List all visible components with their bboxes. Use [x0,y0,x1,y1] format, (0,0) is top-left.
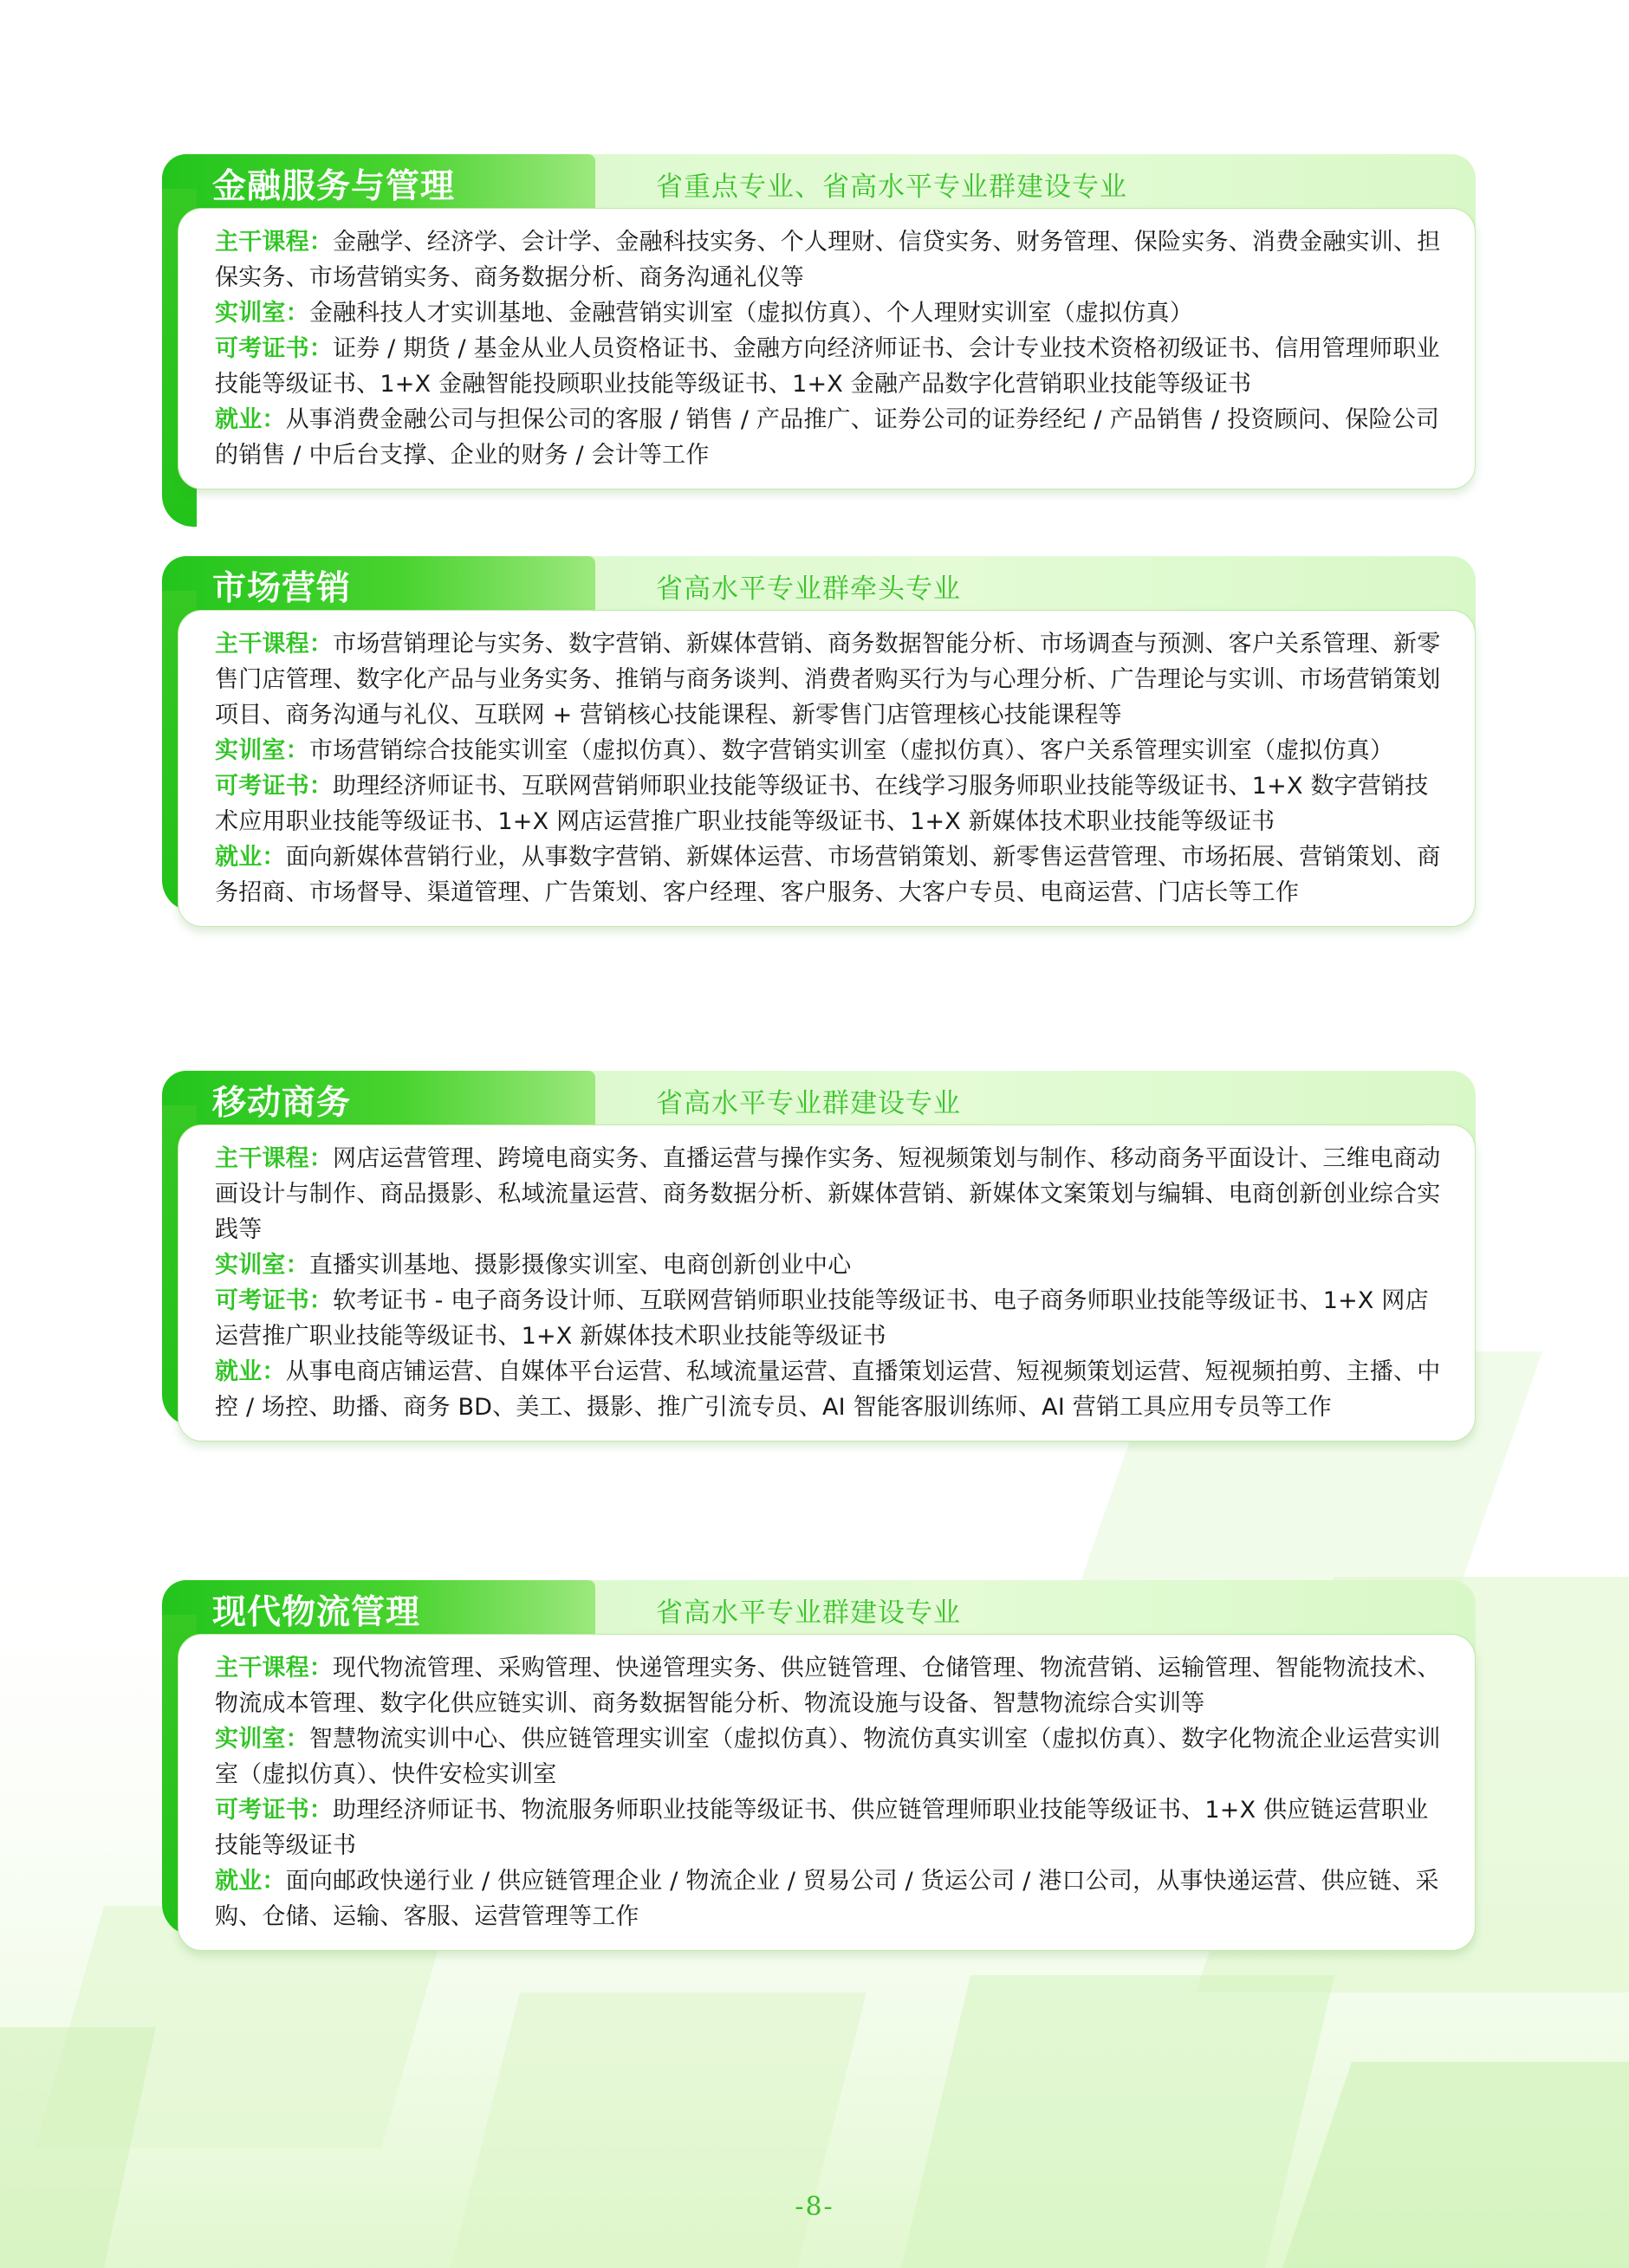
courses-text: 市场营销理论与实务、数字营销、新媒体营销、商务数据智能分析、市场调查与预测、客户关系管理、新零售门店管理、数字化产品与业务实务、推销与商务谈判、消费者购买行为与心理分析、广告理论与实训、市场营销策划项目、商务沟通与礼仪、互联网 + 营销核心技能课程、新零售门店管理核心技能课程等 [215,631,1441,729]
courses-label: 主干课程： [215,1145,333,1172]
certificates-text: 证券 / 期货 / 基金从业人员资格证书、金融方向经济师证书、会计专业技术资格初级证书、信用管理师职业技能等级证书、1+X 金融智能投顾职业技能等级证书、1+X 金融产品数字化营销职业技能等级证书 [215,335,1440,398]
labs-label: 实训室： [215,300,309,327]
employment-entry [215,1863,1451,1934]
certificates-entry [215,1283,1451,1354]
labs-label: 实训室： [215,737,309,764]
page-number: -8- [795,2192,834,2222]
certificates-label: 可考证书： [215,1287,333,1314]
section-subtitle: 省高水平专业群建设专业 [656,1088,961,1119]
certificates-label: 可考证书： [215,1797,333,1824]
certificates-entry [215,331,1451,402]
section-title: 市场营销 [212,569,352,608]
labs-text: 金融科技人才实训基地、金融营销实训室（虚拟仿真）、个人理财实训室（虚拟仿真） [308,300,1193,327]
courses-entry [215,1141,1451,1247]
employment-text: 从事消费金融公司与担保公司的客服 / 销售 / 产品推广、证券公司的证券经纪 / 产品销售 / 投资顾问、保险公司的销售 / 中后台支撑、企业的财务 / 会计等工作 [215,406,1440,469]
section-card [178,1124,1476,1442]
section-card [178,610,1476,927]
labs-entry [215,1247,1451,1283]
labs-text: 直播实训基地、摄影摄像实训室、电商创新创业中心 [308,1252,852,1279]
employment-entry [215,402,1451,473]
employment-text: 面向邮政快递行业 / 供应链管理企业 / 物流企业 / 贸易公司 / 货运公司 / 港口公司，从事快递运营、供应链、采购、仓储、运输、客服、运营管理等工作 [215,1868,1439,1930]
section-title: 金融服务与管理 [212,167,456,206]
section-subtitle: 省重点专业、省高水平专业群建设专业 [656,172,1127,203]
courses-label: 主干课程： [215,1655,333,1682]
certificates-label: 可考证书： [215,335,333,362]
certificates-text: 软考证书 - 电子商务设计师、互联网营销师职业技能等级证书、电子商务师职业技能等级证书、1+X 网店运营推广职业技能等级证书、1+X 新媒体技术职业技能等级证书 [215,1287,1429,1350]
section-subtitle: 省高水平专业群建设专业 [656,1597,961,1629]
courses-label: 主干课程： [215,631,333,658]
certificates-label: 可考证书： [215,773,333,800]
labs-label: 实训室： [215,1726,309,1753]
section-card [178,1634,1476,1951]
labs-label: 实训室： [215,1252,309,1279]
employment-label: 就业： [215,844,286,871]
certificates-text: 助理经济师证书、互联网营销师职业技能等级证书、在线学习服务师职业技能等级证书、1+X 数字营销技术应用职业技能等级证书、1+X 网店运营推广职业技能等级证书、1+X 新媒体技术职业技能等级证书 [215,773,1429,835]
section-title: 现代物流管理 [212,1593,421,1632]
labs-entry [215,733,1451,768]
employment-entry [215,839,1451,910]
courses-entry [215,1650,1451,1721]
employment-label: 就业： [215,1358,286,1385]
courses-text: 现代物流管理、采购管理、快递管理实务、供应链管理、仓储管理、物流营销、运输管理、智能物流技术、物流成本管理、数字化供应链实训、商务数据智能分析、物流设施与设备、智慧物流综合实训等 [215,1655,1441,1717]
employment-text: 面向新媒体营销行业，从事数字营销、新媒体运营、市场营销策划、新零售运营管理、市场拓展、营销策划、商务招商、市场督导、渠道管理、广告策划、客户经理、客户服务、大客户专员、电商运营、门店长等工作 [215,844,1441,906]
labs-text: 智慧物流实训中心、供应链管理实训室（虚拟仿真）、物流仿真实训室（虚拟仿真）、数字化物流企业运营实训室（虚拟仿真）、快件安检实训室 [215,1726,1441,1788]
labs-entry [215,1721,1451,1792]
section-title: 移动商务 [212,1084,352,1123]
courses-entry [215,224,1451,295]
courses-text: 金融学、经济学、会计学、金融科技实务、个人理财、信贷实务、财务管理、保险实务、消费金融实训、担保实务、市场营销实务、商务数据分析、商务沟通礼仪等 [215,229,1441,291]
certificates-text: 助理经济师证书、物流服务师职业技能等级证书、供应链管理师职业技能等级证书、1+X 供应链运营职业技能等级证书 [215,1797,1429,1859]
employment-entry [215,1354,1451,1425]
labs-entry [215,295,1451,331]
employment-label: 就业： [215,1868,286,1895]
section-card [178,208,1476,489]
employment-text: 从事电商店铺运营、自媒体平台运营、私域流量运营、直播策划运营、短视频策划运营、短视频拍剪、主播、中控 / 场控、助播、商务 BD、美工、摄影、推广引流专员、AI 智能客服训练师、AI 营销工具应用专员等工作 [215,1358,1441,1421]
certificates-entry [215,1792,1451,1863]
employment-label: 就业： [215,406,286,433]
courses-label: 主干课程： [215,229,333,256]
section-subtitle: 省高水平专业群牵头专业 [656,573,961,605]
courses-text: 网店运营管理、跨境电商实务、直播运营与操作实务、短视频策划与制作、移动商务平面设计、三维电商动画设计与制作、商品摄影、私域流量运营、商务数据分析、新媒体营销、新媒体文案策划与编辑、电商创新创业综合实践等 [215,1145,1441,1243]
labs-text: 市场营销综合技能实训室（虚拟仿真）、数字营销实训室（虚拟仿真）、客户关系管理实训室（虚拟仿真） [308,737,1394,764]
certificates-entry [215,768,1451,839]
courses-entry [215,626,1451,733]
